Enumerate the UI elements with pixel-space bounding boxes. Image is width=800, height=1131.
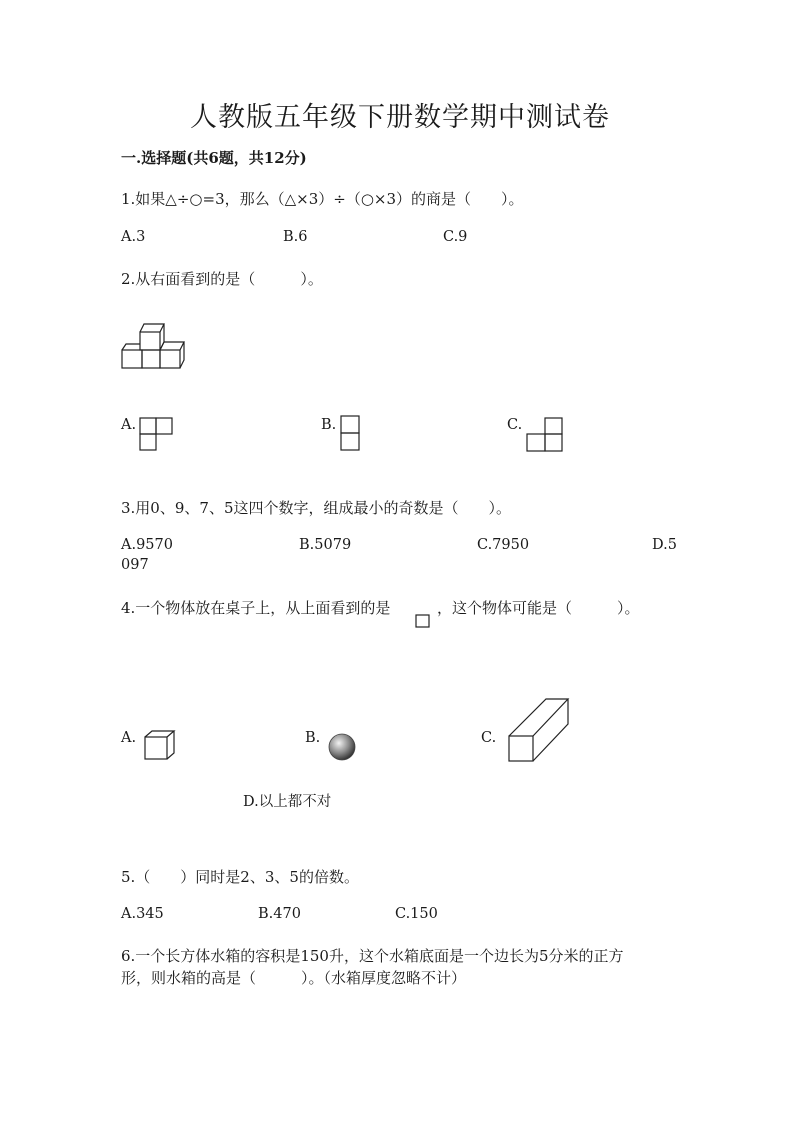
question-5-option-c[interactable]: C.150 bbox=[395, 906, 438, 922]
question-6-text-line1: 6.一个长方体水箱的容积是150升，这个水箱底面是一个边长为5分米的正方 bbox=[121, 947, 624, 965]
question-3-option-c[interactable]: C.7950 bbox=[477, 537, 530, 553]
question-4-option-a[interactable]: A. bbox=[121, 730, 137, 746]
section-heading: 一.选择题(共6题，共12分) bbox=[121, 149, 307, 167]
option-a-view-icon bbox=[139, 417, 175, 453]
question-3-option-a[interactable]: A.9570 bbox=[121, 537, 173, 553]
question-1-option-b[interactable]: B.6 bbox=[283, 229, 308, 245]
question-6-text-line2: 形，则水箱的高是（ ）。（水箱厚度忽略不计） bbox=[121, 969, 467, 987]
question-2-text: 2.从右面看到的是（ ）。 bbox=[121, 270, 323, 288]
option-c-view-icon bbox=[525, 417, 565, 453]
question-4-option-d[interactable]: D.以上都不对 bbox=[243, 794, 332, 810]
question-4-text-after: ，这个物体可能是（ ）。 bbox=[437, 599, 640, 617]
sphere-icon bbox=[327, 732, 357, 762]
question-5-option-b[interactable]: B.470 bbox=[258, 906, 301, 922]
question-3-option-d-wrap: 097 bbox=[121, 557, 149, 573]
question-1-option-a[interactable]: A.3 bbox=[121, 229, 146, 245]
page-title: 人教版五年级下册数学期中测试卷 bbox=[190, 102, 610, 133]
cuboid-icon bbox=[506, 696, 572, 764]
question-2-option-a[interactable]: A. bbox=[121, 417, 137, 433]
question-4-option-c[interactable]: C. bbox=[481, 730, 497, 746]
question-1-option-c[interactable]: C.9 bbox=[443, 229, 468, 245]
cube-icon bbox=[142, 729, 178, 761]
question-2-option-c[interactable]: C. bbox=[507, 417, 523, 433]
question-5-text: 5.（ ）同时是2、3、5的倍数。 bbox=[121, 868, 359, 886]
square-top-view-icon bbox=[415, 614, 431, 630]
option-b-view-icon bbox=[340, 415, 362, 453]
question-3-text: 3.用0、9、7、5这四个数字，组成最小的奇数是（ ）。 bbox=[121, 499, 511, 517]
question-3-option-b[interactable]: B.5079 bbox=[299, 537, 352, 553]
question-4-option-b[interactable]: B. bbox=[305, 730, 321, 746]
cube-stack-figure bbox=[118, 320, 190, 372]
question-5-option-a[interactable]: A.345 bbox=[121, 906, 164, 922]
question-1-text: 1.如果△÷○=3，那么（△×3）÷（○×3）的商是（ ）。 bbox=[121, 190, 524, 208]
question-4-text-before: 4.一个物体放在桌子上，从上面看到的是 bbox=[121, 599, 391, 617]
question-2-option-b[interactable]: B. bbox=[321, 417, 337, 433]
question-3-option-d[interactable]: D.5 bbox=[652, 537, 677, 553]
